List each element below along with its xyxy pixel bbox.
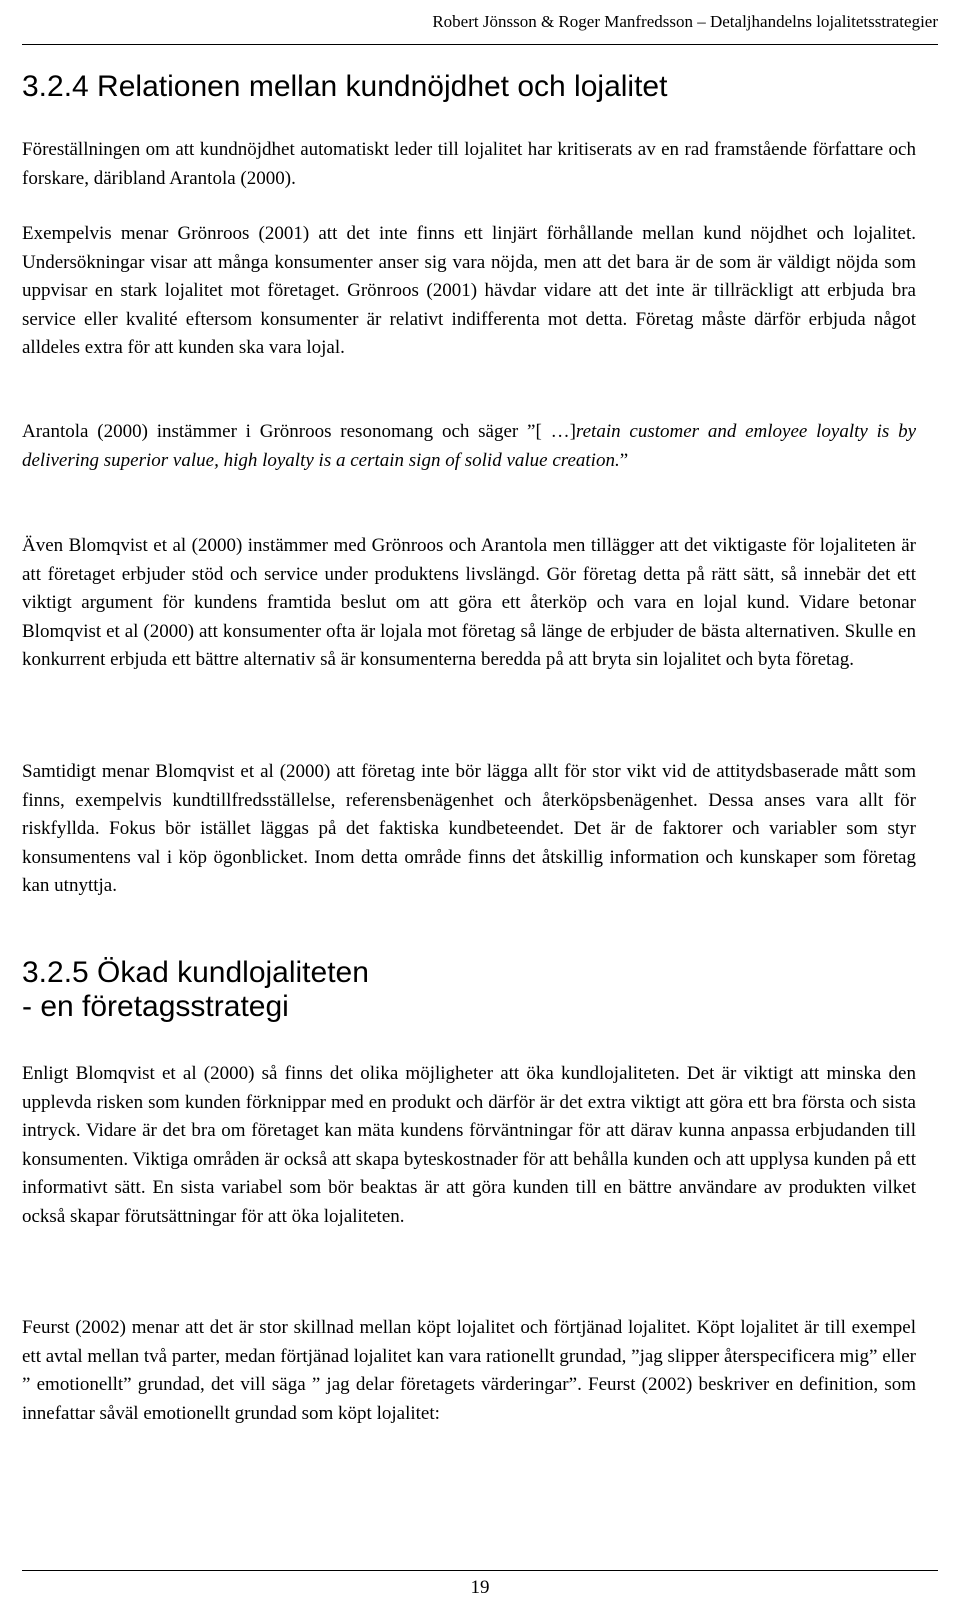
- paragraph-1: Föreställningen om att kundnöjdhet automatiskt leder till lojalitet har kritiserats av en rad framstående författare och forskare, däribland Arantola (2000).: [22, 139, 916, 189]
- quote-intro: Arantola (2000) instämmer i Grönroos resonomang och säger ”[ …]: [22, 421, 576, 442]
- quote-close: ”: [619, 449, 629, 471]
- section-heading-line-1: 3.2.5 Ökad kundlojaliteten: [22, 956, 369, 989]
- paragraph-4: Även Blomqvist et al (2000) instämmer med Grönroos och Arantola men tillägger att det viktigaste för lojaliteten är att företaget erbjuder stöd och service under produktens livslängd. Gör företag detta på rätt sätt, så innebär det ett viktigt argument för kundens framtida beslut om att göra ett återköp och vara en lojal kund. Vidare betonar Blomqvist et al (2000) att konsumenter ofta är lojala mot företag så länge de erbjuder de bästa alternativen. Skulle en konkurrent erbjuda ett bättre alternativ så är konsumenterna beredda på att bryta sin lojalitet och byta företag.: [22, 535, 916, 671]
- paragraph-2: Exempelvis menar Grönroos (2001) att det inte finns ett linjärt förhållande mellan kund nöjdhet och lojalitet. Undersökningar visar att många konsumenter anser sig vara nöjda, men att det bara är de som är väldigt nöjda som uppvisar en stark lojalitet mot företaget. Grönroos (2001) hävdar vidare att det inte är tillräckligt att erbjuda bra service eller kvalité eftersom konsumenter är relativt indifferenta mot detta. Företag måste därför erbjuda något alldeles extra för att kunden ska vara lojal.: [22, 223, 916, 359]
- section-heading-3-2-4: 3.2.4 Relationen mellan kundnöjdhet och lojalitet: [22, 70, 668, 103]
- paragraph-3-quote: [22, 418, 916, 475]
- page-number: 19: [470, 1577, 490, 1598]
- section-heading-3-2-5: [22, 956, 369, 1024]
- paragraph-6: Enligt Blomqvist et al (2000) så finns det olika möjligheter att öka kundlojaliteten. Det är viktigt att minska den upplevda risken som kunden förknippar med en produkt och därför är det extra viktigt att göra ett bra första och sista intryck. Vidare är det bra om företaget kan mäta kundens förväntningar för att därav kunna anpassa erbjudanden till konsumenten. Viktiga områden är också att skapa byteskostnader för att behålla kunden och att upplysa kunden på ett informativt sätt. En sista variabel som bör beaktas är att göra kunden till en bättre användare av produkten vilket också skapar förutsättningar för att öka lojaliteten.: [22, 1063, 916, 1227]
- paragraph-7: Feurst (2002) menar att det är stor skillnad mellan köpt lojalitet och förtjänad lojalitet. Köpt lojalitet är till exempel ett avtal mellan två parter, medan förtjänad lojalitet kan vara rationellt grundad, ”jag slipper återspecificera mig” eller ” emotionellt” grundad, det vill säga ” jag delar företagets värderingar”. Feurst (2002) beskriver en definition, som innefattar såväl emotionellt grundad som köpt lojalitet:: [22, 1317, 916, 1424]
- running-header: [22, 0, 938, 45]
- running-title: Robert Jönsson & Roger Manfredsson – Detaljhandelns lojalitetsstrategier: [432, 12, 938, 31]
- section-heading-line-2: - en företagsstrategi: [22, 990, 289, 1023]
- quote-text: retain customer and emloyee loyalty is by delivering superior value, high loyalty is a certain sign of solid value creation.: [22, 421, 917, 471]
- paragraph-5: Samtidigt menar Blomqvist et al (2000) att företag inte bör lägga allt för stor vikt vid de attitydsbaserade mått som finns, exempelvis kundtillfredsställelse, referensbenägenhet och återköpsbenägenhet. Dessa anses vara allt för riskfyllda. Fokus bör istället läggas på det faktiska kundbeteendet. Det är de faktorer och variabler som styr konsumentens val i köp ögonblicket. Inom detta område finns det åtskillig information och kunskaper som företag kan utnyttja.: [22, 761, 916, 897]
- page-footer: [22, 1570, 938, 1610]
